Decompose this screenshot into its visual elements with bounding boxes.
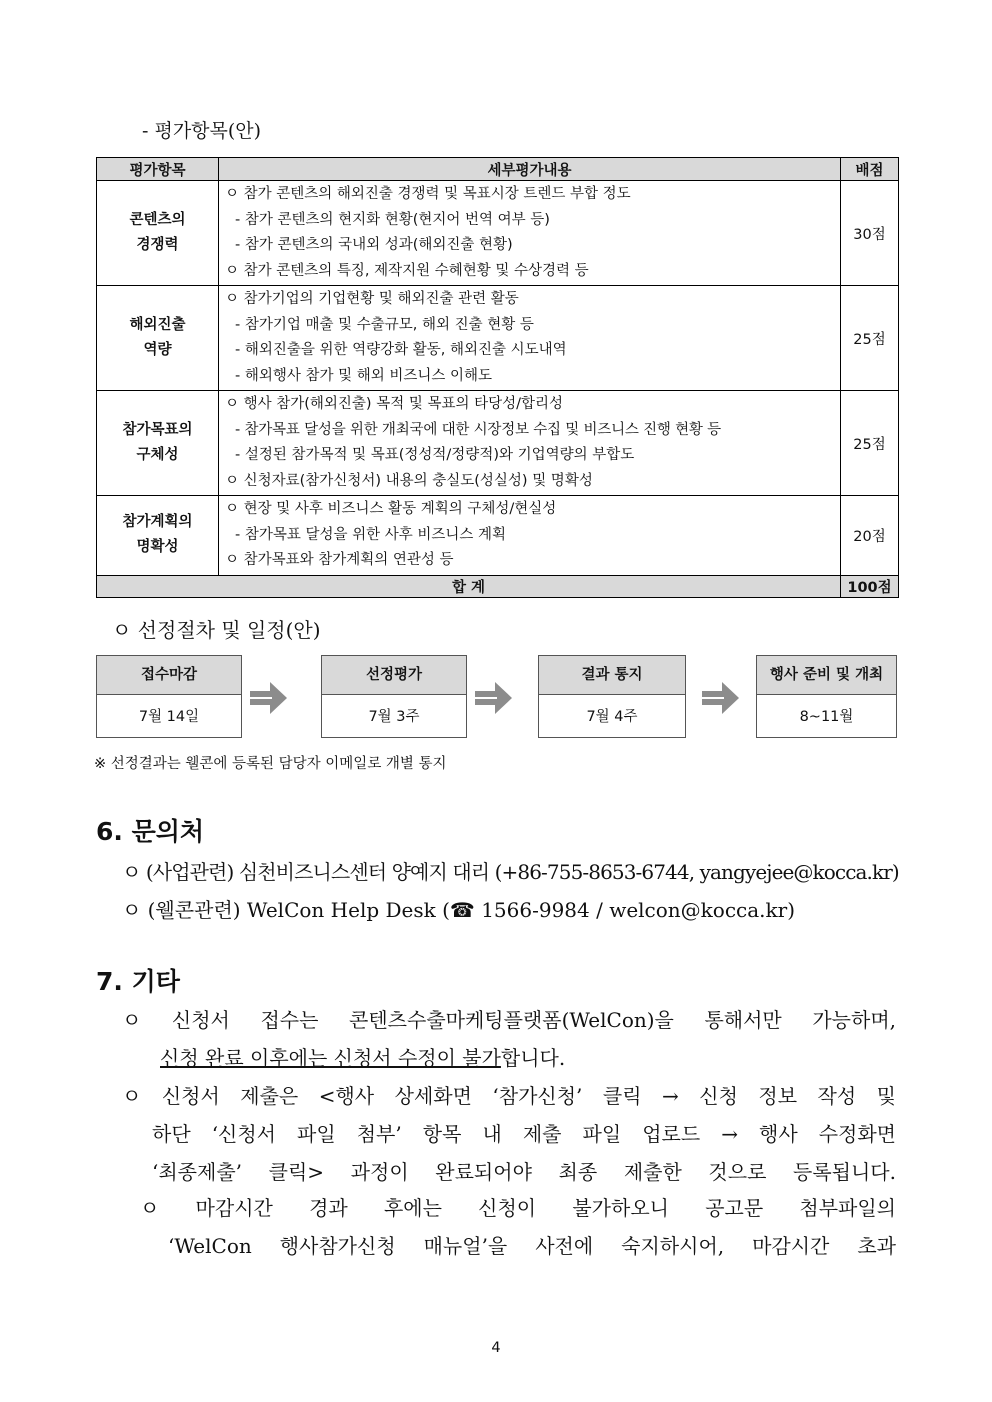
header-score: 배점 [841, 158, 899, 181]
table-total-row [97, 575, 899, 597]
category-line: 해외진출 [129, 317, 186, 333]
detail-line: - 해외진출을 위한 역량강화 활동, 해외진출 시도내역 [235, 342, 567, 358]
arrow-right-icon [702, 681, 740, 715]
step-label: 선정평가 [322, 656, 466, 695]
category-line: 참가목표의 [122, 422, 193, 438]
step-value: 7월 3주 [368, 709, 420, 725]
row-score: 30점 [841, 181, 899, 286]
contact-welcon-prefix: ㅇ (웰콘관련) WelCon Help Desk ( [122, 898, 450, 922]
row-details [219, 286, 841, 391]
step-value: 7월 14일 [138, 709, 200, 725]
detail-line: ㅇ 참가목표와 참가계획의 연관성 등 [225, 552, 454, 568]
detail-line: - 참가기업 매출 및 수출규모, 해외 진출 현황 등 [235, 316, 534, 333]
detail-line: ㅇ 참가기업의 기업현황 및 해외진출 관련 활동 [225, 291, 519, 307]
total-label: 합 계 [97, 575, 841, 597]
evaluation-subheading: - 평가항목(안) [142, 120, 262, 142]
row-category [97, 286, 219, 391]
process-step-evaluation [321, 655, 467, 738]
arrow-right-icon [250, 681, 288, 715]
row-category [97, 181, 219, 286]
step-label: 결과 통지 [539, 656, 685, 695]
category-line: 경쟁력 [136, 237, 179, 253]
etc-bullet-2-line-3: ‘최종제출’ 클릭> 과정이 완료되어야 최종 제출한 것으로 등록됩니다. [152, 1160, 896, 1184]
etc-bullet-1-rest: 합니다. [500, 1046, 566, 1070]
process-step-deadline [96, 655, 242, 738]
row-details [219, 496, 841, 576]
category-line: 콘텐츠의 [129, 212, 186, 228]
row-details [219, 181, 841, 286]
detail-line: - 설정된 참가목적 및 목표(정성적/정량적)와 기업역량의 부합도 [235, 447, 635, 463]
page-number: 4 [491, 1340, 501, 1356]
etc-bullet-2-line-1: ㅇ 신청서 제출은 <행사 상세화면 ‘참가신청’ 클릭 → 신청 정보 작성 및 [122, 1084, 896, 1108]
process-step-event [756, 655, 897, 738]
row-details [219, 391, 841, 496]
contact-business: ㅇ (사업관련) 심천비즈니스센터 양예지 대리 (+86-755-8653-6744, yangyejee@kocca.kr) [122, 860, 899, 884]
detail-line: - 참가 콘텐츠의 국내외 성과(해외진출 현황) [235, 237, 513, 253]
table-row [97, 181, 899, 286]
table-row [97, 286, 899, 391]
detail-line: ㅇ 참가 콘텐츠의 해외진출 경쟁력 및 목표시장 트렌드 부합 정도 [225, 186, 631, 202]
section-6-title: 6. 문의처 [96, 817, 205, 846]
process-step-result [538, 655, 686, 738]
section-7-title: 7. 기타 [96, 967, 180, 996]
row-score: 25점 [841, 286, 899, 391]
header-category: 평가항목 [97, 158, 219, 181]
detail-line: ㅇ 참가 콘텐츠의 특징, 제작지원 수혜현황 및 수상경력 등 [225, 262, 589, 279]
step-label: 행사 준비 및 개최 [757, 656, 896, 695]
evaluation-table [96, 157, 899, 598]
detail-line: ㅇ 현장 및 사후 비즈니스 활동 계획의 구체성/현실성 [225, 501, 557, 517]
row-score: 20점 [841, 496, 899, 576]
phone-icon: ☎ [449, 898, 475, 922]
row-category [97, 391, 219, 496]
contact-welcon-suffix: 1566-9984 / welcon@kocca.kr) [474, 898, 796, 922]
contact-welcon [122, 894, 795, 923]
total-score: 100점 [841, 575, 899, 597]
arrow-right-icon [475, 681, 513, 715]
table-row [97, 496, 899, 576]
etc-bullet-3-line-1: ㅇ 마감시간 경과 후에는 신청이 불가하오니 공고문 첨부파일의 [140, 1196, 896, 1220]
detail-line: - 참가 콘텐츠의 현지화 현황(현지어 번역 여부 등) [235, 211, 550, 228]
step-value: 8~11월 [799, 709, 854, 725]
category-line: 역량 [143, 342, 172, 358]
row-score: 25점 [841, 391, 899, 496]
etc-bullet-3-line-2: ‘WelCon 행사참가신청 매뉴얼’을 사전에 숙지하시어, 마감시간 초과 [168, 1234, 896, 1258]
etc-bullet-1-line-2 [160, 1042, 565, 1071]
category-line: 명확성 [136, 539, 179, 556]
detail-line: - 참가목표 달성을 위한 사후 비즈니스 계획 [235, 526, 507, 543]
detail-line: ㅇ 신청자료(참가신청서) 내용의 충실도(성실성) 및 명확성 [225, 472, 593, 489]
row-category [97, 496, 219, 576]
detail-line: - 참가목표 달성을 위한 개최국에 대한 시장정보 수집 및 비즈니스 진행 현황 등 [235, 421, 721, 438]
etc-bullet-2-line-2: 하단 ‘신청서 파일 첨부’ 항목 내 제출 파일 업로드 → 행사 수정화면 [152, 1122, 896, 1146]
underlined-warning: 신청 완료 이후에는 신청서 수정이 불가 [160, 1046, 501, 1070]
detail-line: - 해외행사 참가 및 해외 비즈니스 이해도 [235, 367, 492, 384]
table-header-row [97, 158, 899, 181]
process-heading: ㅇ 선정절차 및 일정(안) [112, 618, 321, 642]
etc-bullet-1-line-1: ㅇ 신청서 접수는 콘텐츠수출마케팅플랫폼(WelCon)을 통해서만 가능하며, [122, 1008, 896, 1032]
category-line: 참가계획의 [122, 514, 193, 531]
step-label: 접수마감 [97, 656, 241, 695]
detail-line: ㅇ 행사 참가(해외진출) 목적 및 목표의 타당성/합리성 [225, 396, 563, 412]
selection-notice: ※ 선정결과는 웰콘에 등록된 담당자 이메일로 개별 통지 [94, 756, 447, 772]
category-line: 구체성 [136, 447, 179, 463]
step-value: 7월 4주 [586, 709, 638, 725]
table-row [97, 391, 899, 496]
header-detail: 세부평가내용 [219, 158, 841, 181]
